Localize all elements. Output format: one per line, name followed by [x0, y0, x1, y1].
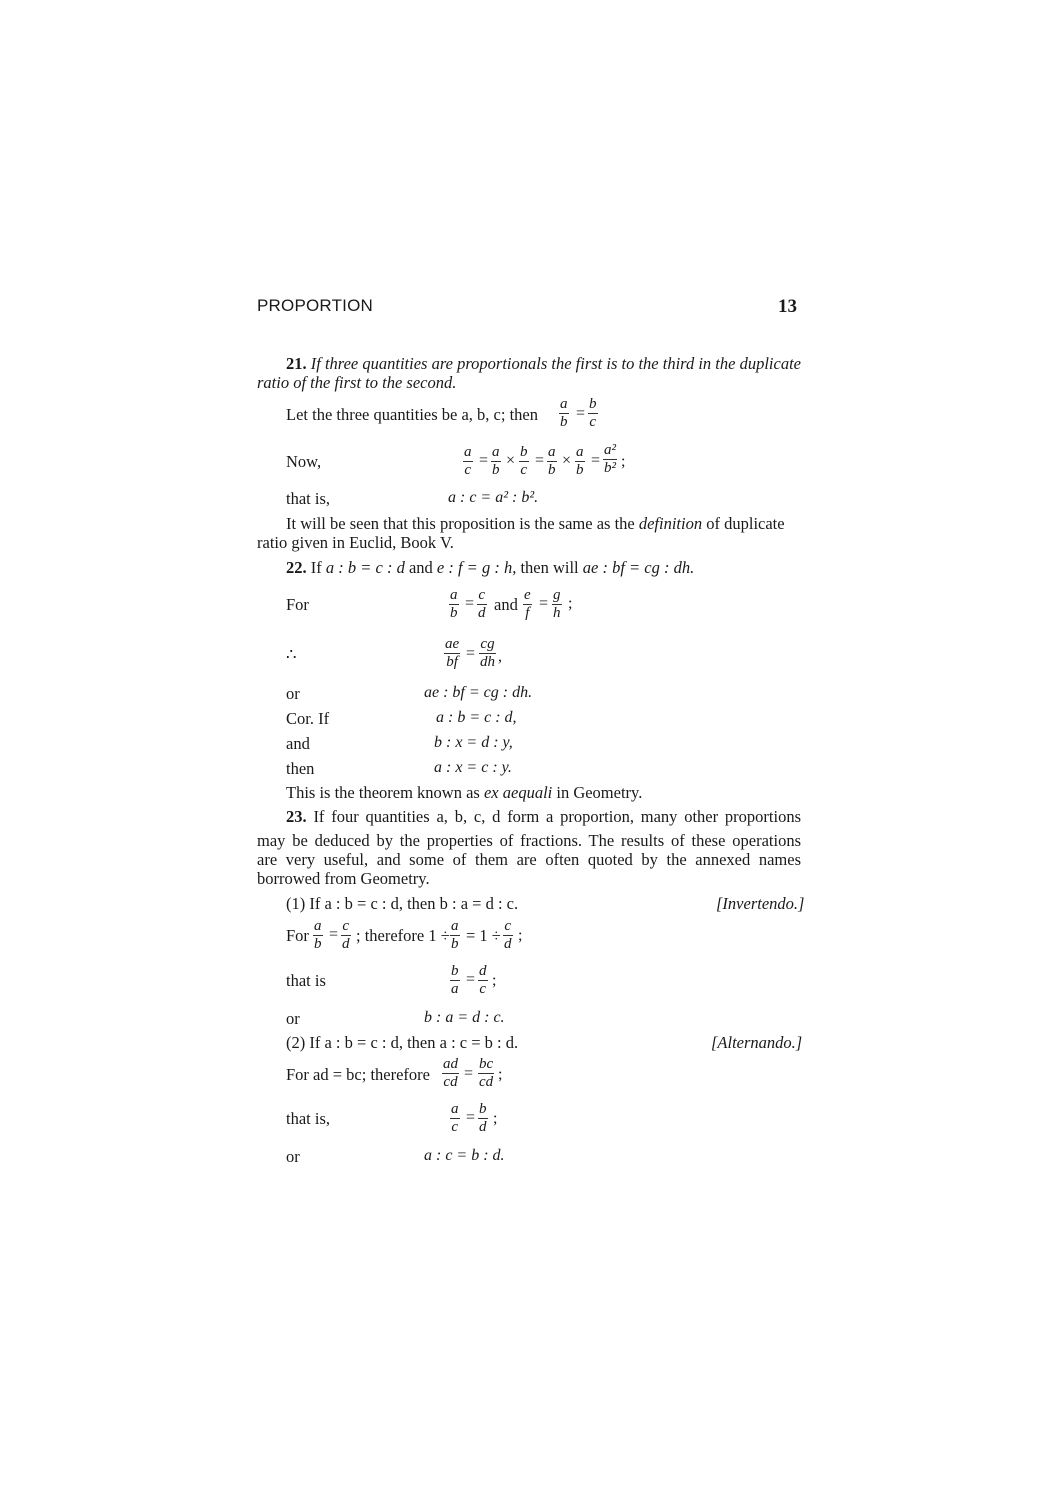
- and-equation: b : x = d : y,: [434, 734, 513, 751]
- fraction-b-over-c: $\frac{b}{c}$: [589, 396, 597, 430]
- fraction-a-over-b: $\frac{a}{b}$: [576, 444, 584, 478]
- remark-definition: definition: [638, 514, 703, 533]
- comma: ,: [498, 648, 502, 665]
- semicolon: ;: [492, 972, 497, 989]
- article-21-let: Let the three quantities be a, b, c; then: [286, 405, 538, 424]
- article-23-line3: are very useful, and some of them are often quoted by the annexed names: [257, 850, 801, 869]
- equals-sign: =: [466, 971, 476, 988]
- article-21-remark-line2: ratio given in Euclid, Book V.: [257, 533, 454, 552]
- fraction-d-over-c: $\frac{d}{c}$: [479, 963, 487, 997]
- fraction-c-over-d: $\frac{c}{d}$: [478, 587, 486, 621]
- fraction-a-over-b: $\frac{a}{b}$: [314, 918, 322, 952]
- equals-sign: =: [465, 595, 475, 612]
- fraction-b-over-d: $\frac{b}{d}$: [479, 1101, 487, 1135]
- then-equation: a : x = c : y.: [434, 759, 512, 776]
- times-sign: ×: [562, 452, 572, 469]
- fraction-b-over-c: $\frac{b}{c}$: [520, 444, 528, 478]
- that-is-label: that is,: [286, 489, 330, 508]
- theorem-name: ex aequali: [483, 783, 553, 802]
- fraction-a-over-c: $\frac{a}{c}$: [464, 444, 472, 478]
- case1-for-label: For: [286, 926, 309, 945]
- fraction-g-over-h: $\frac{g}{h}$: [553, 587, 561, 621]
- article-22-number: 22.: [286, 558, 307, 577]
- running-header-title: PROPORTION: [257, 296, 373, 315]
- article-21-statement: [286, 354, 801, 373]
- semicolon: ;: [498, 1066, 503, 1083]
- case2-for-text: For ad = bc; therefore: [286, 1065, 430, 1084]
- case1-or-equation: b : a = d : c.: [424, 1009, 505, 1026]
- article-23-line1: [286, 807, 801, 827]
- times-sign: ×: [506, 452, 516, 469]
- equals-sign: =: [466, 645, 476, 662]
- statement-text: and: [408, 558, 433, 577]
- case1-name: [Invertendo.]: [716, 894, 805, 913]
- theorem-text: This is the theorem known as: [286, 783, 480, 802]
- statement-math: ae : bf = cg : dh.: [582, 558, 695, 577]
- theorem-note: [286, 783, 642, 802]
- case2-name: [Alternando.]: [711, 1033, 803, 1052]
- article-21-statement-line2: ratio of the first to the second.: [257, 373, 457, 392]
- statement-text: then will: [520, 558, 579, 577]
- and-label: and: [286, 734, 310, 753]
- article-23-number: 23.: [286, 807, 307, 826]
- fraction-a2-over-b2: $\frac{\text{a²}}{\text{b²}}$: [604, 442, 616, 476]
- case1-equals-text: = 1 ÷: [466, 926, 501, 945]
- corollary-label: Cor. If: [286, 709, 330, 728]
- fraction-b-over-a: $\frac{b}{a}$: [451, 963, 459, 997]
- fraction-c-over-d: $\frac{c}{d}$: [504, 918, 512, 952]
- statement-text: If: [310, 558, 322, 577]
- case1-that-is-label: that is: [286, 971, 326, 990]
- article-21-number: 21.: [286, 354, 307, 373]
- fraction-e-over-f: $\frac{e}{f}$: [524, 587, 531, 621]
- fraction-bc-over-cd: $\frac{bc}{cd}$: [479, 1056, 494, 1090]
- equals-sign: =: [591, 452, 601, 469]
- statement-math: e : f = g : h,: [436, 558, 517, 577]
- equals-sign: =: [539, 595, 549, 612]
- fraction-cg-over-dh: $\frac{cg}{dh}$: [480, 636, 495, 670]
- article-21-statement-line1: If three quantities are proportionals the first is to the third in the duplicate: [310, 354, 801, 373]
- semicolon: ;: [621, 453, 626, 470]
- equals-sign: =: [479, 452, 489, 469]
- article-22-statement: [286, 558, 694, 577]
- remark-text: It will be seen that this proposition is the same as the: [286, 514, 635, 533]
- article-21-remark-line1: [286, 514, 785, 533]
- equals-sign: =: [466, 1109, 476, 1126]
- equals-sign: =: [464, 1065, 474, 1082]
- equals-sign: =: [329, 926, 339, 943]
- case2-statement: (2) If a : b = c : d, then a : c = b : d.: [286, 1033, 519, 1052]
- for-label: For: [286, 595, 309, 614]
- statement-math: a : b = c : d: [325, 558, 405, 577]
- case1-statement: (1) If a : b = c : d, then b : a = d : c.: [286, 894, 519, 913]
- theorem-text: in Geometry.: [556, 783, 643, 802]
- fraction-a-over-b: $\frac{a}{b}$: [450, 587, 458, 621]
- remark-text: of duplicate: [706, 514, 785, 533]
- case1-therefore-text: ; therefore 1 ÷: [356, 926, 450, 945]
- then-label: then: [286, 759, 315, 778]
- or-label: or: [286, 684, 300, 703]
- semicolon: ;: [518, 927, 523, 944]
- case1-or-label: or: [286, 1009, 300, 1028]
- fraction-c-over-d: $\frac{c}{d}$: [342, 918, 350, 952]
- article-23-line4: borrowed from Geometry.: [257, 869, 430, 888]
- fraction-a-over-c: $\frac{a}{c}$: [451, 1101, 459, 1135]
- semicolon: ;: [493, 1110, 498, 1127]
- fraction-ad-over-cd: $\frac{ad}{cd}$: [443, 1056, 458, 1090]
- case2-that-is-label: that is,: [286, 1109, 330, 1128]
- fraction-a-over-b: $\frac{a}{b}$: [560, 396, 568, 430]
- page-number: 13: [778, 296, 797, 317]
- fraction-a-over-b: $\frac{a}{b}$: [492, 444, 500, 478]
- corollary-equation: a : b = c : d,: [436, 709, 517, 726]
- equals-sign: =: [535, 452, 545, 469]
- article-23-line2: may be deduced by the properties of fractions. The results of these operations: [257, 831, 801, 850]
- case2-or-label: or: [286, 1147, 300, 1166]
- semicolon: ;: [568, 595, 573, 612]
- fraction-ae-over-bf: $\frac{ae}{bf}$: [445, 636, 460, 670]
- case2-or-equation: a : c = b : d.: [424, 1147, 505, 1164]
- therefore-symbol: ∴: [286, 645, 297, 664]
- fraction-a-over-b: $\frac{a}{b}$: [451, 918, 459, 952]
- paragraph-text: If four quantities a, b, c, d form a proportion, many other proportions: [313, 807, 802, 826]
- now-label: Now,: [286, 452, 322, 471]
- fraction-a-over-b: $\frac{a}{b}$: [548, 444, 556, 478]
- that-is-equation: a : c = a² : b².: [448, 489, 539, 506]
- and-word: and: [494, 595, 518, 614]
- or-equation: ae : bf = cg : dh.: [424, 684, 533, 701]
- equals-sign: =: [576, 405, 586, 422]
